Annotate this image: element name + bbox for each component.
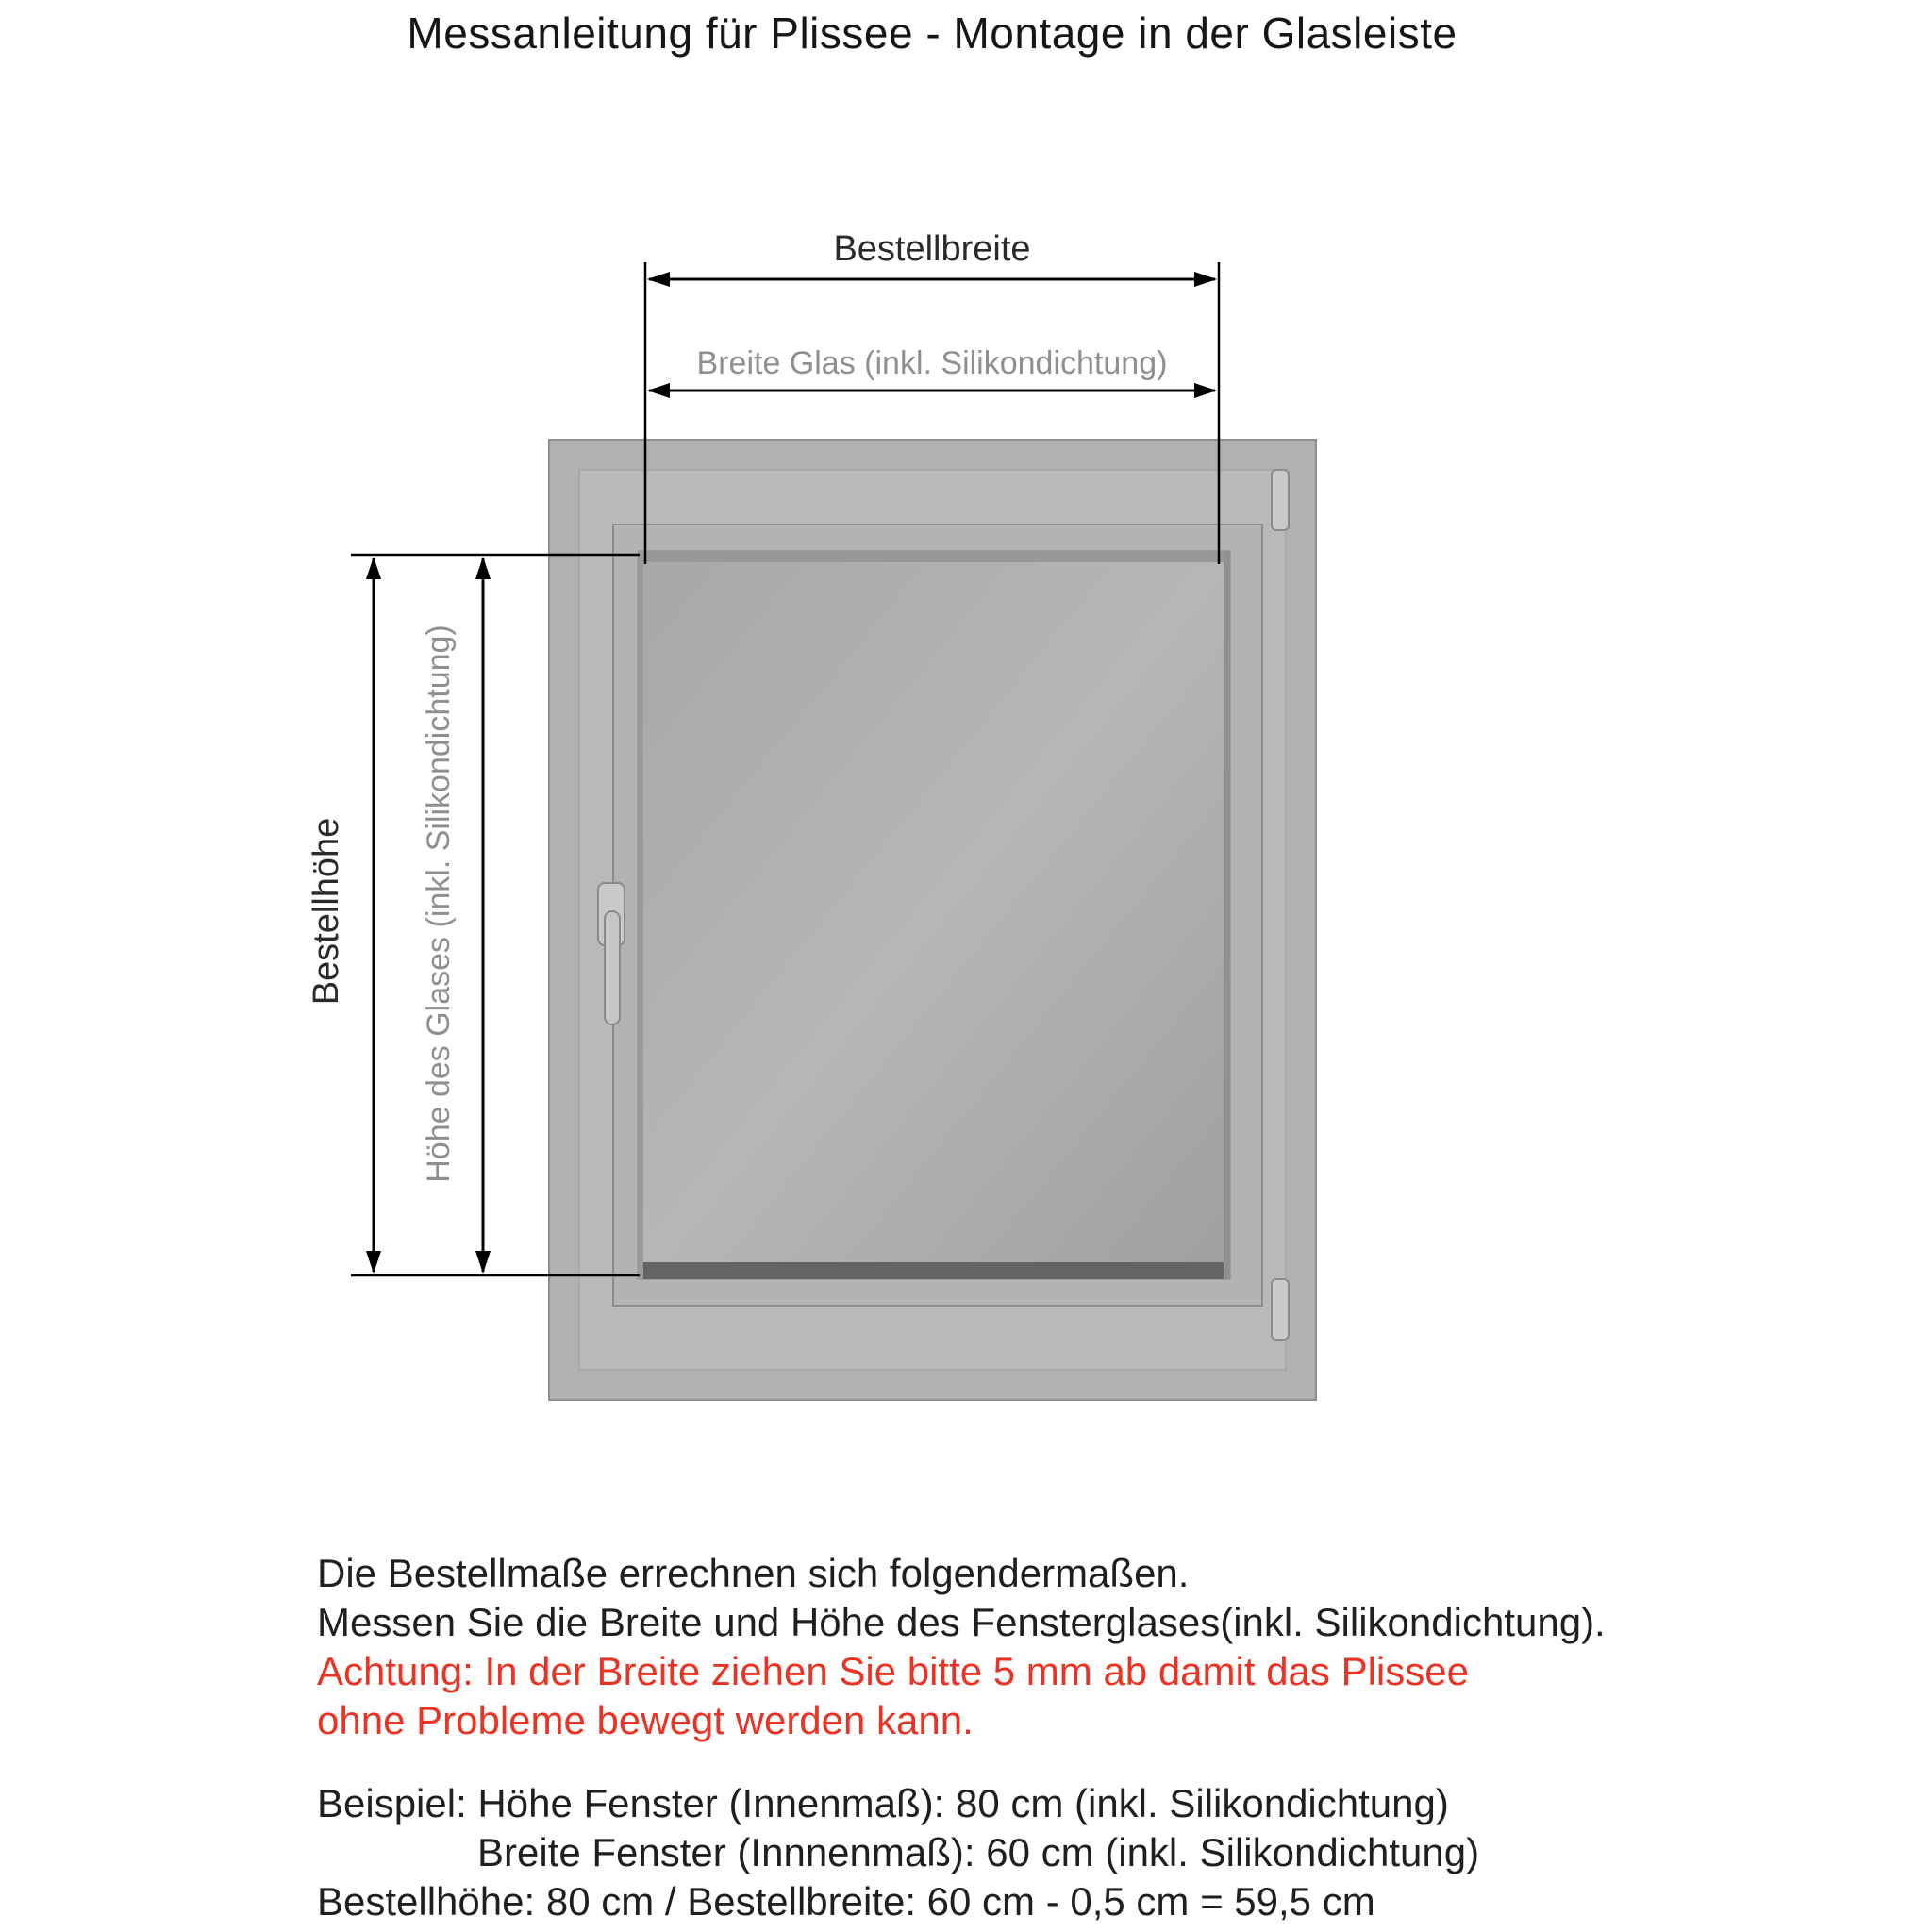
arrowhead-left-icon [647, 383, 670, 398]
order-height-label: Bestellhöhe [307, 817, 346, 1006]
arrowhead-down-icon [475, 1251, 491, 1274]
warning-line-2: ohne Probleme bewegt werden kann. [317, 1698, 974, 1742]
arrowhead-up-icon [366, 557, 381, 579]
order-width-label: Bestellbreite [833, 229, 1031, 269]
instruction-intro-line-1: Die Bestellmaße errechnen sich folgendermaßen. [317, 1551, 1190, 1595]
text-spacer [317, 1745, 1883, 1779]
arrowhead-down-icon [366, 1251, 381, 1274]
hinge-bottom-icon [1272, 1279, 1289, 1340]
arrowhead-left-icon [647, 272, 670, 287]
arrowhead-up-icon [475, 557, 491, 579]
window-handle-lever [605, 911, 620, 1024]
window-glass [638, 551, 1230, 1279]
hinge-top-icon [1272, 470, 1289, 530]
glass-right-bevel [1224, 551, 1230, 1279]
example-line-3: Bestellhöhe: 80 cm / Bestellbreite: 60 cm - 0,5 cm = 59,5 cm [317, 1879, 1375, 1924]
instruction-text-block [317, 1549, 1883, 1926]
glass-bottom-bevel [638, 1262, 1230, 1279]
glass-top-bevel [638, 551, 1230, 562]
arrowhead-right-icon [1194, 383, 1217, 398]
warning-line-1: Achtung: In der Breite ziehen Sie bitte 5 mm ab damit das Plissee [317, 1649, 1469, 1693]
instruction-intro-line-2: Messen Sie die Breite und Höhe des Fensterglases(inkl. Silikondichtung). [317, 1600, 1606, 1644]
glass-height-label: Höhe des Glases (inkl. Silikondichtung) [421, 625, 457, 1183]
glass-width-label: Breite Glas (inkl. Silikondichtung) [696, 345, 1168, 381]
example-line-2: Breite Fenster (Innnenmaß): 60 cm (inkl. Silikondichtung) [477, 1830, 1480, 1874]
glass-left-bevel [638, 551, 643, 1279]
window-illustration [549, 440, 1316, 1400]
arrowhead-right-icon [1194, 272, 1217, 287]
example-line-1: Beispiel: Höhe Fenster (Innenmaß): 80 cm (inkl. Silikondichtung) [317, 1781, 1449, 1825]
page-title: Messanleitung für Plissee - Montage in der Glasleiste [407, 8, 1457, 58]
